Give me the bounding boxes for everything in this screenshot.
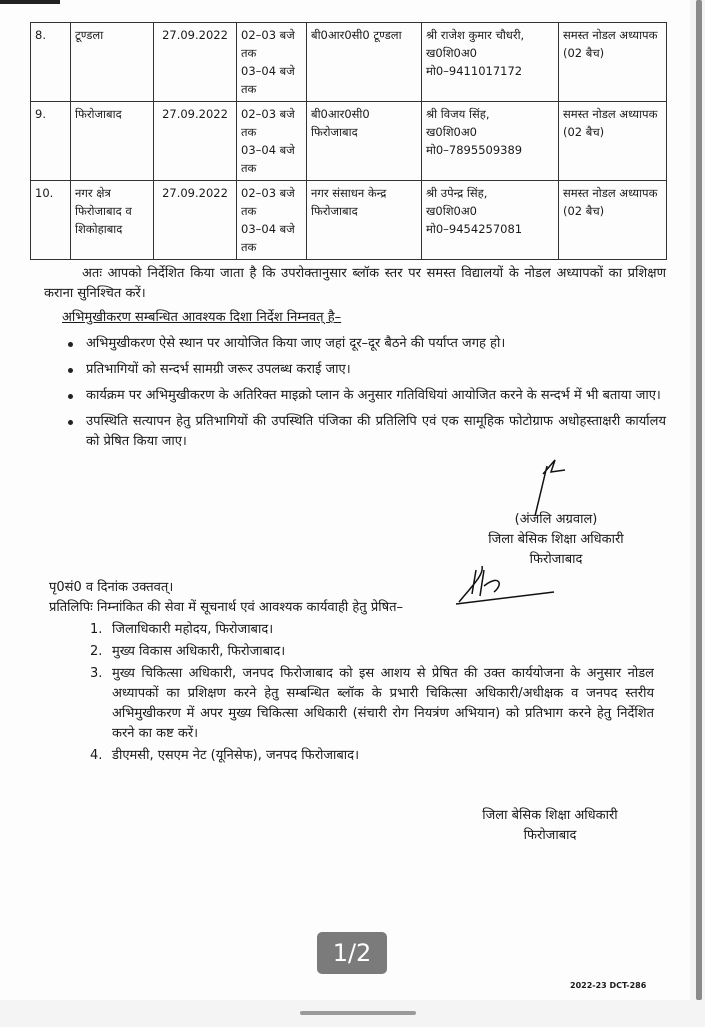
page-indicator: 1/2 [317, 932, 387, 974]
venue: बी0आर0सी0 टूण्डला [307, 23, 422, 102]
guideline-list-item [30, 386, 666, 406]
participants: समस्त नोडल अध्यापक (02 बैच) [559, 181, 667, 260]
signature-mark [525, 458, 575, 518]
bullet-icon [68, 368, 73, 373]
serial-number: 9. [31, 102, 71, 181]
time-slots [237, 102, 307, 181]
schedule-table [30, 22, 667, 260]
contact-person [422, 23, 559, 102]
guidelines-heading: अभिमुखीकरण सम्बन्धित आवश्यक दिशा निर्देश निम्नवत् है– [62, 310, 342, 325]
time-slot: 03–04 बजे तक [241, 222, 295, 254]
guideline-item: अभिमुखीकरण ऐसे स्थान पर आयोजित किया जाए जहां दूर–दूर बैठने की पर्याप्त जगह हो। [86, 336, 506, 351]
copy-intro: प्रतिलिपिः निम्नांकित की सेवा में सूचनार्थ एवं आवश्यक कार्यवाही हेतु प्रेषित– [49, 600, 404, 615]
block-name: फिरोजाबाद [71, 102, 154, 181]
venue: बी0आर0सी0 फिरोजाबाद [307, 102, 422, 181]
bullet-icon [68, 394, 73, 399]
vertical-scrollbar[interactable] [696, 0, 702, 1000]
table-row [31, 181, 667, 260]
copy-list-item [49, 620, 666, 640]
participants: समस्त नोडल अध्यापक (02 बैच) [559, 102, 667, 181]
copy-item-number: 2. [90, 644, 103, 659]
guideline-list-item [30, 334, 666, 354]
guideline-item: प्रतिभागियों को सन्दर्भ सामग्री जरूर उपलब्ध कराई जाए। [86, 362, 351, 377]
person-name: श्री उपेन्द्र सिंह, [426, 186, 488, 200]
guideline-list-item [30, 360, 666, 380]
date: 27.09.2022 [154, 181, 237, 260]
serial-number: 10. [31, 181, 71, 260]
instruction-paragraph-block [44, 264, 666, 304]
reference-line: पृ0सं0 व दिनांक उक्तवत्। [49, 580, 174, 595]
document-content [30, 22, 666, 846]
copy-item-number: 1. [90, 622, 103, 637]
handwritten-initials [454, 564, 564, 609]
time-slot: 02–03 बजे तक [241, 107, 295, 139]
guidelines-list [30, 334, 666, 452]
guideline-list-item [30, 412, 666, 452]
mobile-number: मो0–9454257081 [426, 222, 523, 236]
signatory-title: जिला बेसिक शिक्षा अधिकारी [488, 532, 624, 547]
copy-item: डीएमसी, एसएम नेट (यूनिसेफ), जनपद फिरोजाबाद। [112, 748, 360, 763]
copy-item: मुख्य विकास अधिकारी, फिरोजाबाद। [112, 644, 286, 659]
copy-item: मुख्य चिकित्सा अधिकारी, जनपद फिरोजाबाद को इस आशय से प्रेषित की उक्त कार्ययोजना के अनुसार नोडल अध्यापकों का प्रशिक्षण करने हेतु सम्बन्धित ब्लॉक के प्रभारी चिकित्सा अधिकारी/अधीक्षक व जनपद स्तरीय अभिमुखीकरण में अपर मुख्य चिकित्सा अधिकारी (संचारी रोग नियत्रंण अभियान) को प्रतिभाग करने हेतु निर्देशित करने का कष्ट करें। [112, 666, 654, 741]
copy-section [49, 578, 666, 766]
table-row [31, 23, 667, 102]
signature-block [30, 510, 666, 572]
guideline-item: कार्यक्रम पर अभिमुखीकरण के अतिरिक्त माइक्रो प्लान के अनुसार गतिविधियां आयोजित करने के सन्दर्भ में भी बताया जाए। [86, 388, 661, 403]
footer-signature-block [30, 806, 666, 846]
time-slot: 03–04 बजे तक [241, 64, 295, 96]
mobile-number: मो0–9411017172 [426, 64, 523, 78]
document-code: 2022-23 DCT-286 [570, 981, 647, 990]
time-slot: 03–04 बजे तक [241, 143, 295, 175]
date: 27.09.2022 [154, 23, 237, 102]
date: 27.09.2022 [154, 102, 237, 181]
copy-item-number: 3. [90, 666, 103, 681]
copy-item-number: 4. [90, 748, 103, 763]
instruction-paragraph: अतः आपको निर्देशित किया जाता है कि उपरोक्तानुसार ब्लॉक स्तर पर समस्त विद्यालयों के नोडल अध्यापकों [82, 266, 603, 281]
contact-person [422, 181, 559, 260]
copy-list-item [49, 664, 666, 744]
scan-edge [0, 0, 60, 4]
block-name: नगर क्षेत्र फिरोजाबाद व शिकोहाबाद [71, 181, 154, 260]
bullet-icon [68, 342, 73, 347]
horizontal-scrollbar[interactable] [300, 1011, 416, 1015]
time-slots [237, 181, 307, 260]
time-slots [237, 23, 307, 102]
guideline-item: उपस्थिति सत्यापन हेतु प्रतिभागियों की उपस्थिति पंजिका की प्रतिलिपि एवं एक सामूहिक फोटोग्राफ अधोहस्ताक्षरी कार्यालय को प्रेषित किया जाए। [86, 414, 666, 449]
footer-signatory-city: फिरोजाबाद [523, 828, 577, 843]
copy-list-item [49, 642, 666, 662]
participants: समस्त नोडल अध्यापक (02 बैच) [559, 23, 667, 102]
person-name: श्री विजय सिंह, [426, 107, 490, 121]
person-name: श्री राजेश कुमार चौधरी, [426, 28, 525, 42]
time-slot: 02–03 बजे तक [241, 186, 295, 218]
footer-signatory-title: जिला बेसिक शिक्षा अधिकारी [482, 808, 618, 823]
copy-item: जिलाधिकारी महोदय, फिरोजाबाद। [112, 622, 274, 637]
copy-list-item [49, 746, 666, 766]
person-role: ख0शि0अ0 [426, 204, 477, 218]
table-row [31, 102, 667, 181]
person-role: ख0शि0अ0 [426, 125, 477, 139]
bullet-icon [68, 420, 73, 425]
venue: नगर संसाधन केन्द्र फिरोजाबाद [307, 181, 422, 260]
serial-number: 8. [31, 23, 71, 102]
block-name: टूण्डला [71, 23, 154, 102]
mobile-number: मो0–7895509389 [426, 143, 523, 157]
instruction-paragraph-cont: का प्रशिक्षण कराना सुनिश्चित करें। [44, 266, 666, 301]
person-role: ख0शि0अ0 [426, 46, 477, 60]
signatory-city: फिरोजाबाद [529, 552, 583, 567]
contact-person [422, 102, 559, 181]
signatory-name: (अंजलि अग्रवाल) [514, 512, 598, 527]
time-slot: 02–03 बजे तक [241, 28, 295, 60]
